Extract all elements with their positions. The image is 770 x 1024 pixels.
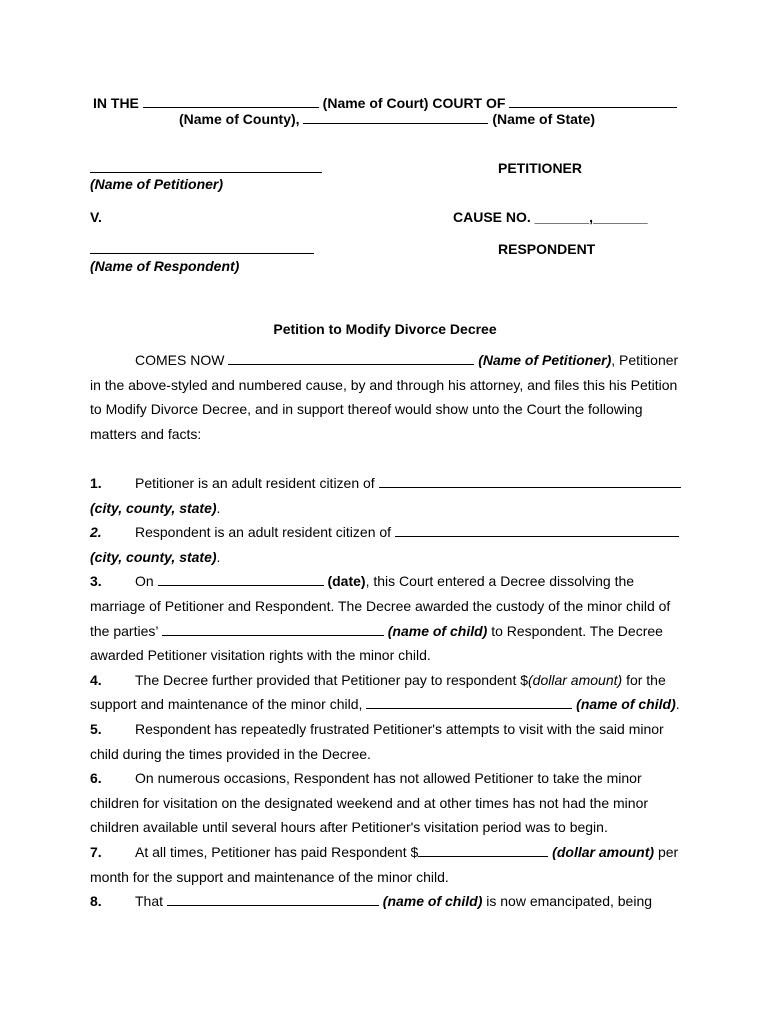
court-caption-line-2 bbox=[179, 111, 595, 127]
item-text: Respondent has repeatedly frustrated Petitioner's attempts to visit with the said minor bbox=[135, 720, 664, 737]
item-6-line-2: children for visitation on the designated weekend and at other times has not had the minor bbox=[90, 794, 649, 811]
dollar-amount: (dollar amount) bbox=[552, 843, 655, 860]
item-7 bbox=[90, 840, 680, 865]
cause-number: CAUSE NO. _______,_______ bbox=[453, 209, 648, 225]
on-text: On bbox=[135, 573, 154, 590]
intro-petitioner-name: (Name of Petitioner) bbox=[478, 352, 612, 368]
court-of-blank bbox=[509, 95, 677, 108]
date-blank bbox=[158, 573, 324, 586]
numbered-allegations bbox=[90, 471, 680, 914]
residence-blank bbox=[395, 524, 679, 537]
city-county-state: (city, county, state) bbox=[90, 499, 217, 516]
period: . bbox=[216, 499, 221, 516]
item-text: to Respondent. The Decree bbox=[491, 622, 663, 639]
item-text: is now emancipated, being bbox=[486, 893, 653, 910]
amount-blank bbox=[418, 844, 548, 857]
in-the-text: IN THE bbox=[93, 95, 139, 111]
intro-line-1-tail: , Petitioner bbox=[611, 352, 679, 368]
child-name-blank bbox=[167, 893, 379, 906]
period: . bbox=[675, 696, 680, 713]
dollar-amount: (dollar amount) bbox=[528, 671, 623, 688]
item-text: , this Court entered a Decree dissolving the bbox=[365, 573, 635, 590]
item-3-line-2: marriage of Petitioner and Respondent. The Decree awarded the custody of the minor child of bbox=[90, 597, 671, 614]
item-text: for the bbox=[626, 671, 666, 688]
item-6-line-3: children available until several hours after Petitioner's visitation period was to begin. bbox=[90, 819, 608, 836]
name-of-child: (name of child) bbox=[382, 893, 483, 910]
item-5-line-2: child during the times provided in the Decree. bbox=[90, 745, 371, 762]
name-of-court-text: (Name of Court) COURT OF bbox=[322, 95, 506, 111]
name-of-respondent-caption: (Name of Respondent) bbox=[90, 258, 240, 274]
item-2 bbox=[90, 520, 680, 545]
item-text: Petitioner is an adult resident citizen of bbox=[135, 475, 375, 491]
county-blank bbox=[303, 111, 488, 124]
item-1 bbox=[90, 471, 680, 496]
name-of-state-text: (Name of State) bbox=[492, 111, 596, 127]
court-blank bbox=[143, 95, 319, 108]
item-text: support and maintenance of the minor child, bbox=[90, 696, 363, 713]
date-label: (date) bbox=[327, 573, 366, 590]
item-number: 3. bbox=[90, 573, 102, 590]
item-number: 2. bbox=[90, 524, 102, 541]
item-8 bbox=[90, 889, 680, 914]
name-of-county-text: (Name of County), bbox=[179, 111, 300, 127]
name-of-child: (name of child) bbox=[387, 622, 488, 639]
petitioner-blank bbox=[228, 352, 474, 365]
item-4 bbox=[90, 668, 680, 693]
item-number: 4. bbox=[90, 671, 102, 688]
intro-line-4: matters and facts: bbox=[90, 425, 202, 442]
respondent-label: RESPONDENT bbox=[498, 241, 596, 257]
item-5 bbox=[90, 717, 680, 742]
name-of-child: (name of child) bbox=[576, 696, 676, 713]
item-3 bbox=[90, 569, 680, 594]
item-text: Respondent is an adult resident citizen of bbox=[135, 524, 392, 541]
item-text: per bbox=[657, 843, 679, 860]
item-number: 5. bbox=[90, 720, 102, 737]
item-6 bbox=[90, 766, 680, 791]
document-title: Petition to Modify Divorce Decree bbox=[273, 321, 497, 337]
court-caption-line-1 bbox=[93, 95, 677, 111]
item-number: 1. bbox=[90, 475, 102, 491]
versus-text: V. bbox=[90, 209, 102, 225]
item-text: the parties’ bbox=[90, 622, 158, 639]
residence-blank bbox=[379, 475, 681, 488]
respondent-name-line bbox=[90, 253, 314, 254]
petitioner-label: PETITIONER bbox=[498, 160, 583, 176]
child-name-blank bbox=[162, 623, 384, 636]
period: . bbox=[216, 548, 221, 565]
item-3-line-4: awarded Petitioner visitation rights with the minor child. bbox=[90, 647, 431, 664]
intro-line-2: in the above-styled and numbered cause, by and through his attorney, and files this his Petition bbox=[90, 376, 678, 393]
item-number: 8. bbox=[90, 893, 102, 910]
petitioner-name-line bbox=[90, 172, 322, 173]
item-number: 7. bbox=[90, 843, 102, 860]
intro-line-3: to Modify Divorce Decree, and in support thereof would show unto the Court the following bbox=[90, 401, 643, 418]
item-7-line-2: month for the support and maintenance of the minor child. bbox=[90, 868, 449, 885]
child-name-blank bbox=[366, 696, 572, 709]
item-text: At all times, Petitioner has paid Respondent $ bbox=[135, 843, 419, 860]
item-number: 6. bbox=[90, 770, 102, 787]
city-county-state: (city, county, state) bbox=[90, 548, 217, 565]
intro-paragraph bbox=[90, 348, 680, 446]
item-text: That bbox=[135, 893, 164, 910]
name-of-petitioner-caption: (Name of Petitioner) bbox=[90, 176, 224, 192]
comes-now-text: COMES NOW bbox=[135, 352, 225, 368]
item-text: The Decree further provided that Petitioner pay to respondent $ bbox=[135, 671, 529, 688]
item-text: On numerous occasions, Respondent has not allowed Petitioner to take the minor bbox=[135, 770, 642, 787]
